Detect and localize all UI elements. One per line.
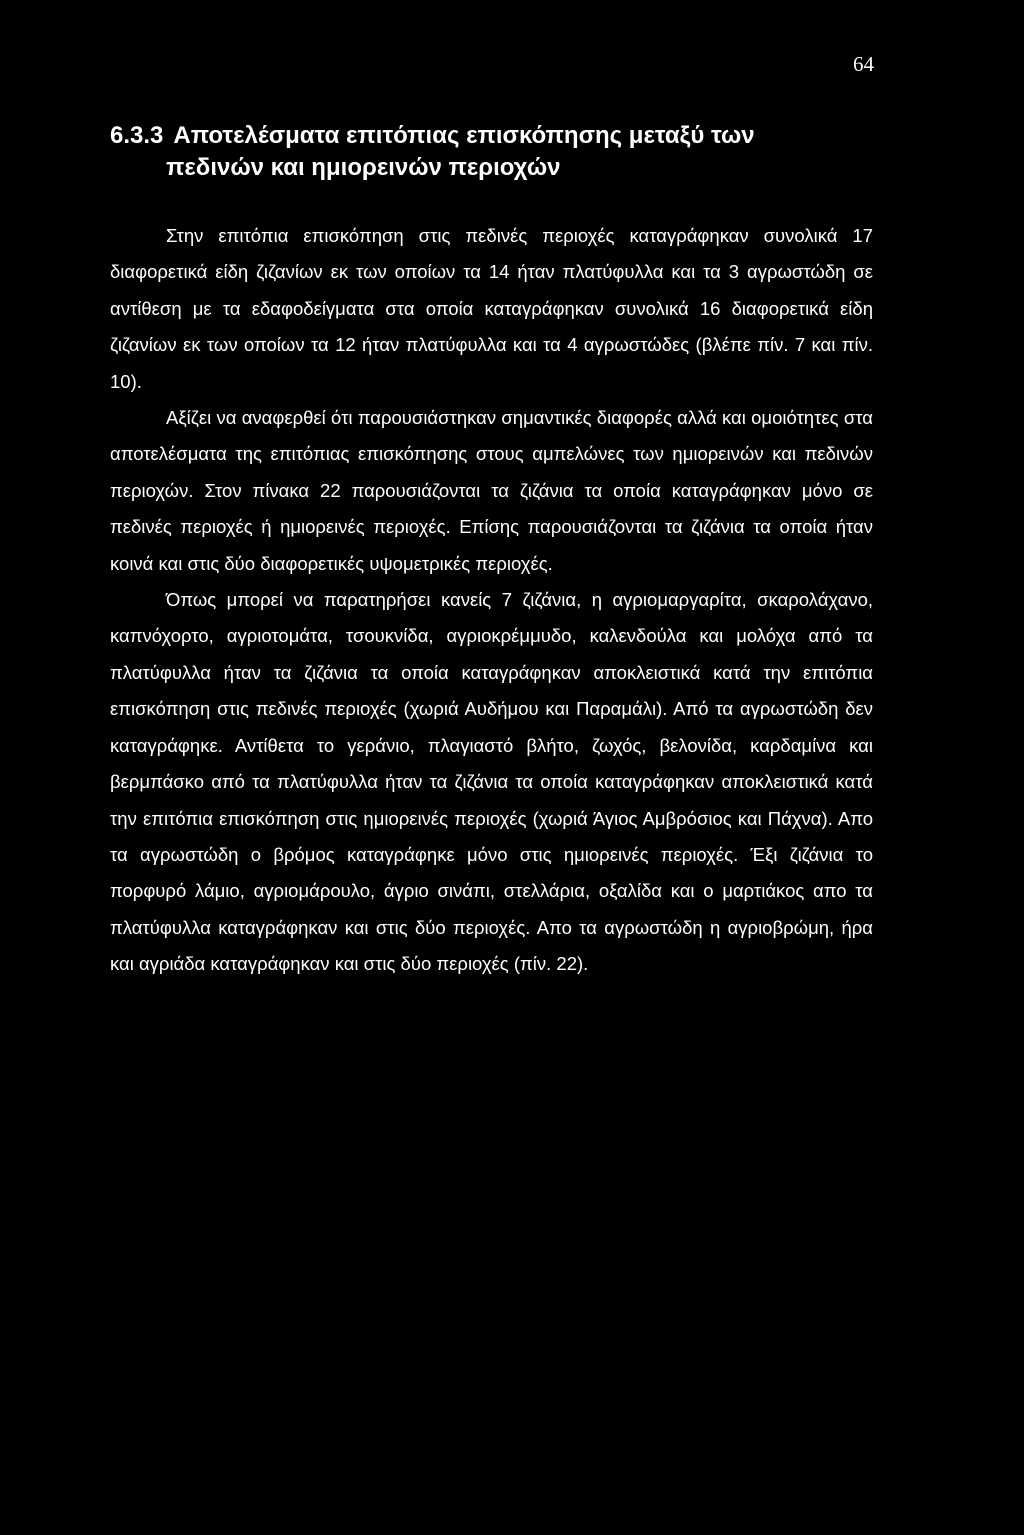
section-number: 6.3.3 [110,122,164,149]
section-title-line1: Αποτελέσματα επιτόπιας επισκόπησης μεταξύ των [173,122,755,149]
section-title-line2: πεδινών και ημιορεινών περιοχών [166,154,561,181]
paragraph-2: Αξίζει να αναφερθεί ότι παρουσιάστηκαν σημαντικές διαφορές αλλά και ομοιότητες στα αποτελέσματα της επιτόπιας επισκόπησης στους αμπελώνες των ημιορεινών και πεδινών περιοχών. Στον πίνακα 22 παρουσιάζονται τα ζιζάνια τα οποία καταγράφηκαν μόνο σε πεδινές περιοχές ή ημιορεινές περιοχές. Επίσης παρουσιάζονται τα ζιζάνια τα οποία ήταν κοινά και στις δύο διαφορετικές υψομετρικές περιοχές. [110,407,873,574]
page-number: 64 [853,52,874,76]
paragraph-1: Στην επιτόπια επισκόπηση στις πεδινές περιοχές καταγράφηκαν συνολικά 17 διαφορετικά είδη ζιζανίων εκ των οποίων τα 14 ήταν πλατύφυλλα και τα 3 αγρωστώδη σε αντίθεση με τα εδαφοδείγματα στα οποία καταγράφηκαν συνολικά 16 διαφορετικά είδη ζιζανίων εκ των οποίων τα 12 ήταν πλατύφυλλα και τα 4 αγρωστώδες (βλέπε πίν. 7 και πίν. 10). [110,225,873,392]
section-heading [110,120,910,184]
paragraph-3: Όπως μπορεί να παρατηρήσει κανείς 7 ζιζάνια, η αγριομαργαρίτα, σκαρολάχανο, καπνόχορτο, αγριοτομάτα, τσουκνίδα, αγριοκρέμμυδο, καλενδούλα και μολόχα από τα πλατύφυλλα ήταν τα ζιζάνια τα οποία καταγράφηκαν αποκλειστικά κατά την επιτόπια επισκόπηση στις πεδινές περιοχές (χωριά Αυδήμου και Παραμάλι). Από τα αγρωστώδη δεν καταγράφηκε. Αντίθετα το γεράνιο, πλαγιαστό βλήτο, ζωχός, βελονίδα, καρδαμίνα και βερμπάσκο από τα πλατύφυλλα ήταν τα ζιζάνια τα οποία καταγράφηκαν αποκλειστικά κατά την επιτόπια επισκόπηση στις ημιορεινές περιοχές (χωριά Άγιος Αμβρόσιος και Πάχνα). Απο τα αγρωστώδη ο βρόμος καταγράφηκε μόνο στις ημιορεινές περιοχές. Έξι ζιζάνια το πορφυρό λάμιο, αγριομάρουλο, άγριο σινάπι, στελλάρια, οξαλίδα και ο μαρτιάκος απο τα πλατύφυλλα καταγράφηκαν και στις δύο περιοχές. Απο τα αγρωστώδη η αγριοβρώμη, ήρα και αγριάδα καταγράφηκαν και στις δύο περιοχές (πίν. 22). [110,589,873,975]
body-text [110,218,873,983]
